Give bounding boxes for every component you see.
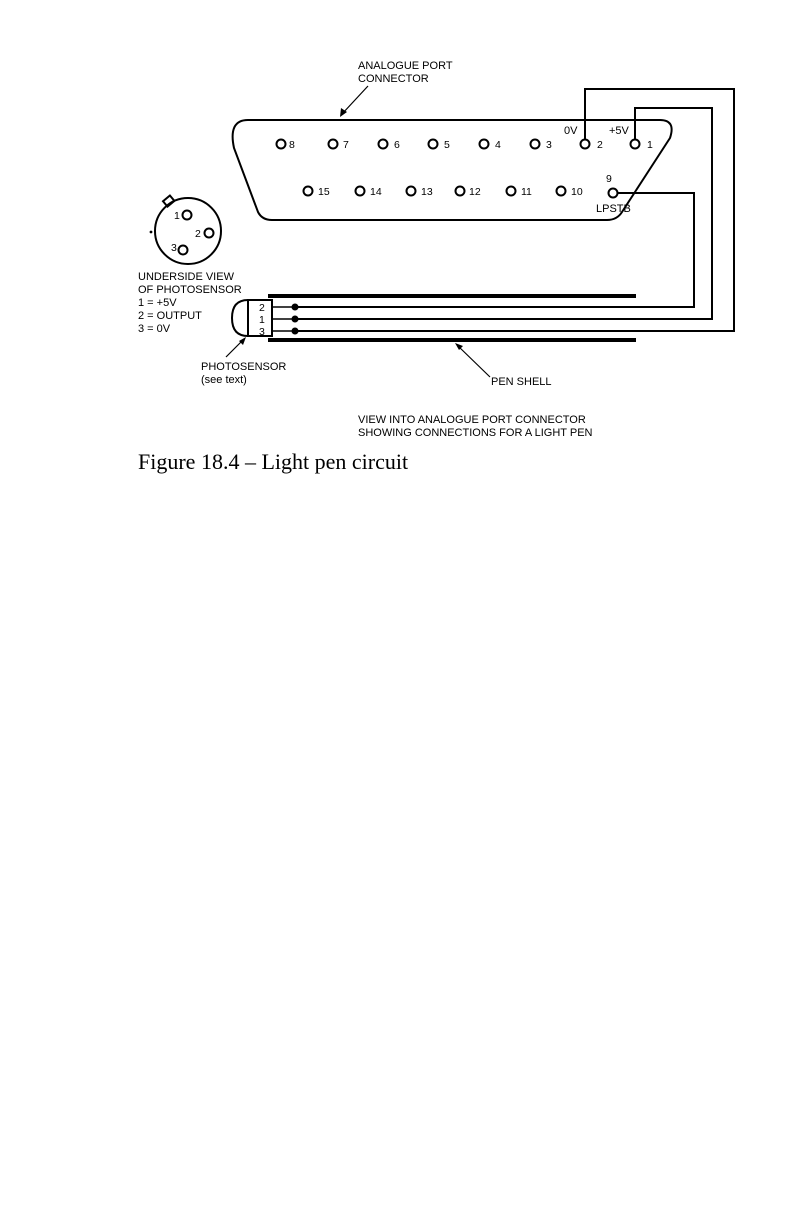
pin-9 <box>606 173 618 198</box>
pin-4 <box>480 139 502 151</box>
pen-shell-top <box>268 294 636 298</box>
photosensor-underside-view <box>150 195 221 264</box>
pin-3-label: 3 <box>546 139 552 151</box>
pen-shell-bottom <box>268 338 636 342</box>
connector-title-arrow <box>342 86 368 114</box>
pin-15-label: 15 <box>318 186 330 198</box>
pin-3 <box>531 139 553 151</box>
light-pen-circuit-diagram <box>0 0 808 470</box>
pen-shell-arrow <box>457 345 490 377</box>
pin-13 <box>407 186 433 198</box>
photosensor-body <box>232 300 295 338</box>
pin-8-label: 8 <box>289 139 295 151</box>
pin-12-label: 12 <box>469 186 481 198</box>
pin-11-label: 11 <box>521 186 532 198</box>
see-text-label: (see text) <box>201 374 247 386</box>
pin-8 <box>277 139 296 151</box>
view-caption-line-2: SHOWING CONNECTIONS FOR A LIGHT PEN <box>358 427 593 439</box>
underside-pin-1-label: 1 <box>174 210 180 222</box>
pen-shell-label: PEN SHELL <box>491 376 552 388</box>
connector-title-line-2: CONNECTOR <box>358 73 429 85</box>
pin-7 <box>329 139 350 151</box>
plus-five-v-label: +5V <box>609 125 629 137</box>
pin-5 <box>429 139 451 151</box>
photosensor-arrowhead <box>239 337 246 345</box>
underside-title-line-1: UNDERSIDE VIEW <box>138 271 234 283</box>
lpstb-label: LPSTB <box>596 203 631 215</box>
pin-6 <box>379 139 401 151</box>
pin-10-label: 10 <box>571 186 583 198</box>
underside-title-line-2: OF PHOTOSENSOR <box>138 284 242 296</box>
connector-title-line-1: ANALOGUE PORT <box>358 60 453 72</box>
pin-14 <box>356 186 382 198</box>
legend-pin-2: 2 = OUTPUT <box>138 310 202 322</box>
pin-11 <box>507 186 533 198</box>
pin-13-label: 13 <box>421 186 433 198</box>
pin-6-label: 6 <box>394 139 400 151</box>
pin-1 <box>631 139 654 151</box>
body-pin-label-3: 3 <box>259 326 265 338</box>
pin-12 <box>456 186 481 198</box>
pin-9-label: 9 <box>606 173 612 185</box>
pin-14-label: 14 <box>370 186 382 198</box>
body-pin-label-2: 2 <box>259 302 265 314</box>
pin-2-label: 2 <box>597 139 603 151</box>
pin-1-label: 1 <box>647 139 653 151</box>
underside-pin-2-label: 2 <box>195 228 201 240</box>
view-caption-line-1: VIEW INTO ANALOGUE PORT CONNECTOR <box>358 414 586 426</box>
legend-pin-1: 1 = +5V <box>138 297 177 309</box>
zero-v-label: 0V <box>564 125 578 137</box>
pin-15 <box>304 186 330 198</box>
underside-pin-3-label: 3 <box>171 242 177 254</box>
pin-5-label: 5 <box>444 139 450 151</box>
pin-4-label: 4 <box>495 139 501 151</box>
legend-pin-3: 3 = 0V <box>138 323 171 335</box>
figure-caption: Figure 18.4 – Light pen circuit <box>138 449 409 474</box>
pin-2 <box>581 139 604 151</box>
photosensor-label: PHOTOSENSOR <box>201 361 287 373</box>
body-pin-label-1: 1 <box>259 314 265 326</box>
pin-10 <box>557 186 583 198</box>
pin-7-label: 7 <box>343 139 349 151</box>
wire-lpstb <box>295 193 694 307</box>
